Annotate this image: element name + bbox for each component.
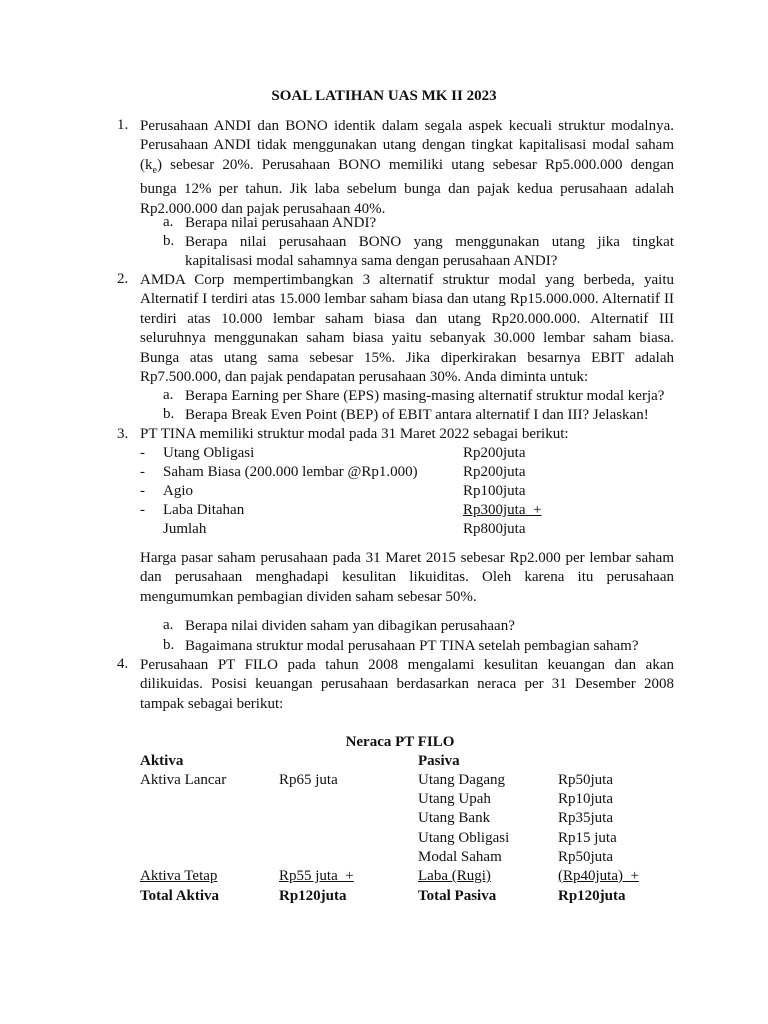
q3-number: 3. — [117, 426, 129, 442]
pasiva-row-label: Utang Obligasi — [418, 830, 510, 846]
total-pasiva-value: Rp120juta — [558, 888, 626, 904]
q3-item-label: Agio — [163, 483, 193, 499]
q3-a-label: a. — [163, 617, 174, 633]
aktiva-tetap-label: Aktiva Tetap — [140, 868, 218, 884]
pasiva-row-label: Utang Upah — [418, 791, 491, 807]
q3-text2: Harga pasar saham perusahaan pada 31 Maret 2015 sebesar Rp2.000 per lembar saham dan perusahaan menghadapi kesulitan likuiditas. Oleh karena itu perusahaan mengumumkan pembagian dividen saham sebesar 50%. — [140, 550, 674, 605]
q1-b-text: Berapa nilai perusahaan BONO yang menggunakan utang jika tingkat kapitalisasi modal sahamnya sama dengan perusahaan ANDI? — [185, 234, 674, 270]
page-title: SOAL LATIHAN UAS MK II 2023 — [271, 88, 497, 104]
q3-total-label: Jumlah — [163, 521, 207, 537]
total-aktiva-label: Total Aktiva — [140, 888, 220, 904]
q3-item-dash: - — [140, 502, 145, 518]
q1-text-subscript: e — [152, 164, 157, 176]
pasiva-row-value: Rp35juta — [558, 810, 613, 826]
q2-b-label: b. — [163, 406, 175, 422]
q3-item-label: Utang Obligasi — [163, 445, 255, 461]
pasiva-row-label: Utang Bank — [418, 810, 491, 826]
laba-rugi-label: Laba (Rugi) — [418, 868, 491, 884]
q2-a-text: Berapa Earning per Share (EPS) masing-masing alternatif struktur modal kerja? — [185, 388, 665, 404]
q4-text: Perusahaan PT FILO pada tahun 2008 mengalami kesulitan keuangan dan akan dilikuidas. Posisi keuangan perusahaan berdasarkan neraca per 31 Desember 2008 tampak sebagai berikut: — [140, 657, 674, 712]
q3-item-label: Saham Biasa (200.000 lembar @Rp1.000) — [163, 464, 418, 480]
q1-a-label: a. — [163, 214, 174, 230]
pasiva-row-value: Rp50juta — [558, 849, 613, 865]
q3-item-value: Rp300juta + — [463, 502, 542, 518]
neraca-title: Neraca PT FILO — [345, 734, 455, 750]
q3-item-dash: - — [140, 483, 145, 499]
q3-b-label: b. — [163, 637, 175, 653]
q2-a-label: a. — [163, 387, 174, 403]
laba-rugi-value: (Rp40juta) + — [558, 868, 639, 884]
q3-item-value: Rp200juta — [463, 445, 526, 461]
q1-text-post: ) sebesar 20%. Perusahaan BONO memiliki utang sebesar Rp5.000.000 dengan bunga 12% per tahun. Jik laba sebelum bunga dan pajak kedua perusahaan adalah Rp2.000.000 dan pajak perusahaan 40%. — [140, 156, 674, 217]
q3-item-value: Rp100juta — [463, 483, 526, 499]
q3-b-text: Bagaimana struktur modal perusahaan PT TINA setelah pembagian saham? — [185, 638, 639, 654]
q3-total-value: Rp800juta — [463, 521, 526, 537]
q1-text-pre: Perusahaan ANDI dan BONO identik dalam segala aspek kecuali struktur modalnya. Perusahaan ANDI tidak menggunakan utang dengan tingkat kapitalisasi modal saham (k — [140, 118, 674, 173]
pasiva-header: Pasiva — [418, 753, 460, 769]
aktiva-lancar-value: Rp65 juta — [279, 772, 338, 788]
total-pasiva-label: Total Pasiva — [418, 888, 497, 904]
q4-number: 4. — [117, 656, 129, 672]
pasiva-row-label: Modal Saham — [418, 849, 502, 865]
q3-item-dash: - — [140, 445, 145, 461]
pasiva-row-label: Utang Dagang — [418, 772, 506, 788]
aktiva-header: Aktiva — [140, 753, 184, 769]
q2-number: 2. — [117, 271, 129, 287]
q1-a-text: Berapa nilai perusahaan ANDI? — [185, 215, 377, 231]
q3-intro: PT TINA memiliki struktur modal pada 31 Maret 2022 sebagai berikut: — [140, 426, 569, 442]
q3-item-dash: - — [140, 464, 145, 480]
total-aktiva-value: Rp120juta — [279, 888, 347, 904]
q2-text: AMDA Corp mempertimbangkan 3 alternatif struktur modal yang berbeda, yaitu Alternatif I terdiri atas 15.000 lembar saham biasa dan utang Rp15.000.000. Alternatif II terdiri atas 10.000 lembar saham biasa dan utang Rp20.000.000. Alternatif III seluruhnya menggunakan saham biasa yaitu sebanyak 30.000 lembar saham biasa. Bunga atas utang sama sebesar 15%. Jika diperkirakan besarnya EBIT adalah Rp7.500.000, dan pajak pendapatan perusahaan 30%. Anda diminta untuk: — [140, 272, 674, 386]
q1-number: 1. — [117, 117, 129, 133]
aktiva-lancar-label: Aktiva Lancar — [140, 772, 227, 788]
q3-a-text: Berapa nilai dividen saham yan dibagikan perusahaan? — [185, 618, 515, 634]
aktiva-tetap-value: Rp55 juta + — [279, 868, 354, 884]
q3-item-value: Rp200juta — [463, 464, 526, 480]
q3-item-label: Laba Ditahan — [163, 502, 245, 518]
q1-b-label: b. — [163, 233, 175, 249]
pasiva-row-value: Rp50juta — [558, 772, 613, 788]
pasiva-row-value: Rp10juta — [558, 791, 613, 807]
q1-text — [140, 117, 674, 219]
pasiva-row-value: Rp15 juta — [558, 830, 617, 846]
q2-b-text: Berapa Break Even Point (BEP) of EBIT antara alternatif I dan III? Jelaskan! — [185, 407, 649, 423]
